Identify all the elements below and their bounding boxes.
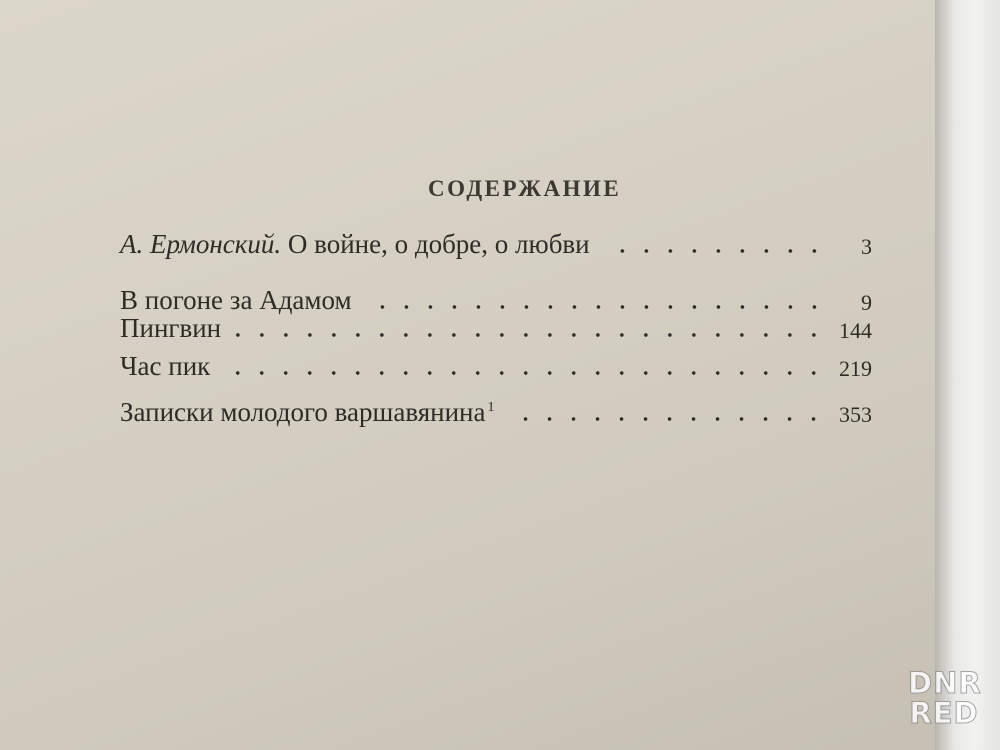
dot-leader <box>604 249 826 253</box>
dot-leader <box>235 333 826 337</box>
toc-entry-title: В погоне за Адамом <box>120 285 352 315</box>
watermark-line: DNR <box>908 666 982 700</box>
toc-entry-page: 9 <box>861 290 872 315</box>
toc-entry-title: Час пик <box>120 351 211 381</box>
watermark-line: RED <box>909 696 979 730</box>
toc-entry-page: 3 <box>861 234 872 259</box>
dot-leader <box>508 417 826 421</box>
toc-entry <box>120 346 872 382</box>
footnote-marker: 1 <box>487 400 495 415</box>
toc-entry <box>120 392 872 428</box>
toc-entry-page: 219 <box>839 356 872 381</box>
page-edge <box>935 0 1000 750</box>
toc-entry-title: Записки молодого варшавянина $^1$ <box>120 397 495 427</box>
watermark-logo <box>908 668 980 728</box>
toc-entry-page: 144 <box>839 318 872 343</box>
toc-entry-page: 353 <box>839 402 872 427</box>
toc-entry <box>120 224 872 260</box>
toc-entry-author: А. Ермонский. <box>120 229 282 259</box>
toc-entry-title: Пингвин <box>120 313 222 343</box>
toc-entry-title: А. Ермонский. О войне, о добре, о любви <box>120 229 590 259</box>
dot-leader <box>224 371 826 375</box>
toc-entry <box>120 308 872 344</box>
contents-heading: СОДЕРЖАНИЕ <box>428 176 622 201</box>
